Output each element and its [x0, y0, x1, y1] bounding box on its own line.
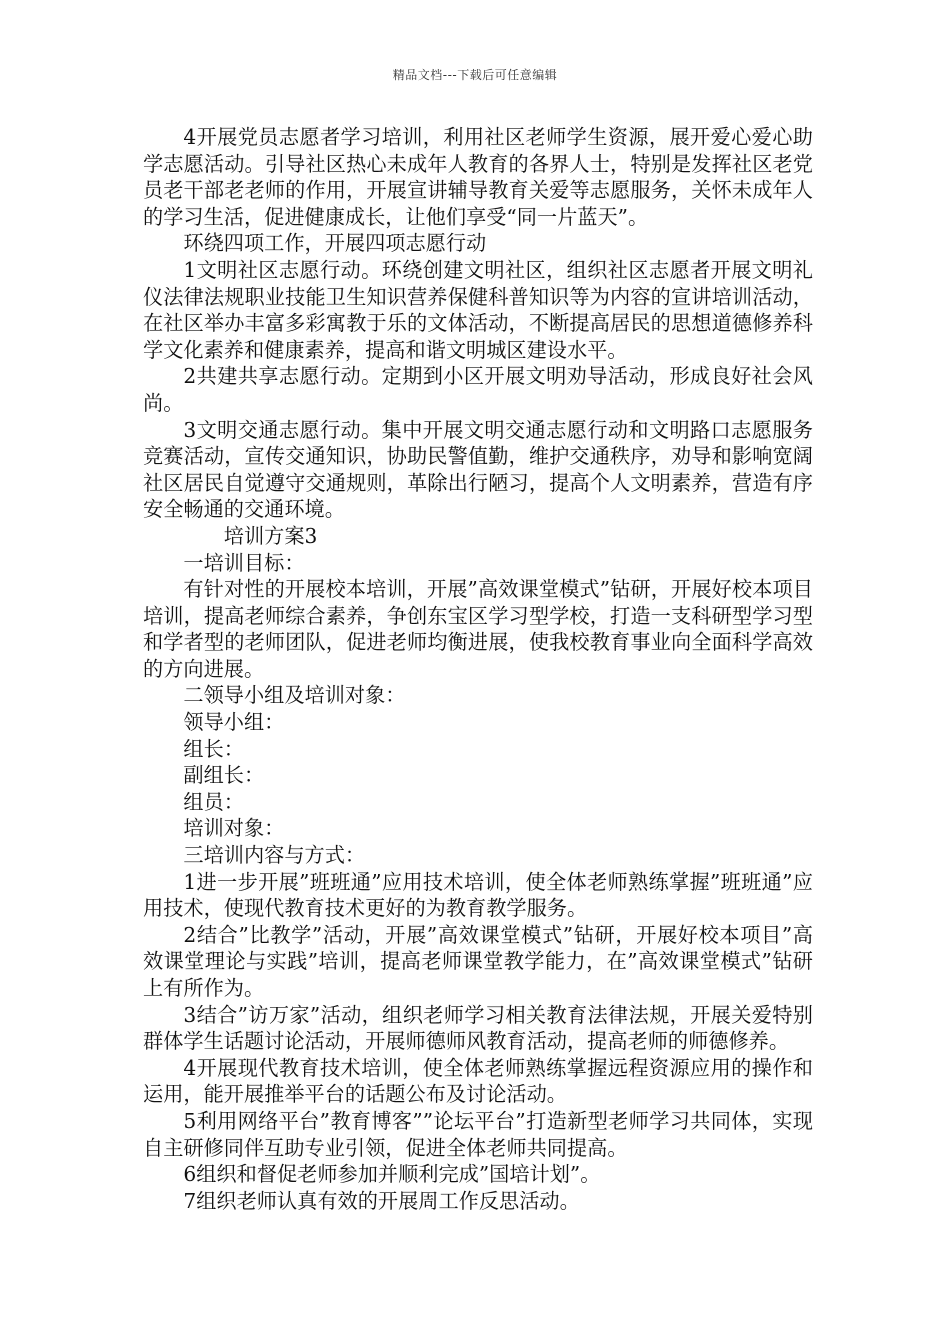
paragraph: 2结合”比教学”活动，开展”高效课堂模式”钻研，开展好校本项目”高效课堂理论与实践”培训，提高老师课堂教学能力，在”高效课堂模式”钻研上有所作为。: [143, 922, 813, 1000]
list-item: 领导小组：: [183, 710, 285, 735]
paragraph: 4开展党员志愿者学习培训，利用社区老师学生资源，展开爱心爱心助学志愿活动。引导社区热心未成年人教育的各界人士，特别是发挥社区老党员老干部老老师的作用，开展宣讲辅导教育关爱等志愿服务，关怀未成年人的学习生活，促进健康成长，让他们享受“同一片蓝天”。: [143, 125, 813, 229]
page-header: 精品文档---下载后可任意编辑: [392, 68, 558, 82]
paragraph: 1进一步开展”班班通”应用技术培训，使全体老师熟练掌握”班班通”应用技术，使现代教育技术更好的为教育教学服务。: [143, 869, 813, 921]
paragraph: 有针对性的开展校本培训，开展”高效课堂模式”钻研，开展好校本项目培训，提高老师综合素养，争创东宝区学习型学校，打造一支科研型学习型和学者型的老师团队，促进老师均衡进展，使我校教育事业向全面科学高效的方向进展。: [143, 577, 813, 681]
list-item: 组长：: [183, 736, 244, 761]
section-title: 培训方案3: [223, 523, 318, 548]
paragraph: 7组织老师认真有效的开展周工作反思活动。: [183, 1188, 580, 1213]
paragraph: 3结合”访万家”活动，组织老师学习相关教育法律法规，开展关爱特别群体学生话题讨论活动，开展师德师风教育活动，提高老师的师德修养。: [143, 1002, 813, 1054]
list-item: 组员：: [183, 789, 244, 814]
paragraph: 3文明交通志愿行动。集中开展文明交通志愿行动和文明路口志愿服务竞赛活动，宣传交通知识，协助民警值勤，维护交通秩序，劝导和影响宽阔社区居民自觉遵守交通规则，革除出行陋习，提高个人文明素养，营造有序安全畅通的交通环境。: [143, 417, 813, 522]
section-heading: 一培训目标：: [183, 550, 305, 575]
paragraph: 6组织和督促老师参加并顺利完成”国培计划”。: [183, 1162, 601, 1187]
section-heading: 二领导小组及培训对象：: [183, 683, 406, 708]
list-item: 培训对象：: [183, 816, 285, 841]
paragraph: 1文明社区志愿行动。环绕创建文明社区，组织社区志愿者开展文明礼仪法律法规职业技能卫生知识营养保健科普知识等为内容的宣讲培训活动，在社区举办丰富多彩寓教于乐的文体活动，不断提高居民的思想道德修养科学文化素养和健康素养，提高和谐文明城区建设水平。: [143, 257, 813, 362]
document-body: [143, 124, 813, 1214]
paragraph: 4开展现代教育技术培训，使全体老师熟练掌握远程资源应用的操作和运用，能开展推举平台的话题公布及讨论活动。: [143, 1055, 813, 1107]
paragraph: 5利用网络平台”教育博客””论坛平台”打造新型老师学习共同体，实现自主研修同伴互助专业引领，促进全体老师共同提高。: [143, 1108, 813, 1160]
paragraph: 2共建共享志愿行动。定期到小区开展文明劝导活动，形成良好社会风尚。: [143, 364, 813, 415]
list-item: 副组长：: [183, 763, 265, 788]
section-heading: 三培训内容与方式：: [183, 843, 366, 868]
section-heading: 环绕四项工作，开展四项志愿行动: [183, 231, 487, 256]
